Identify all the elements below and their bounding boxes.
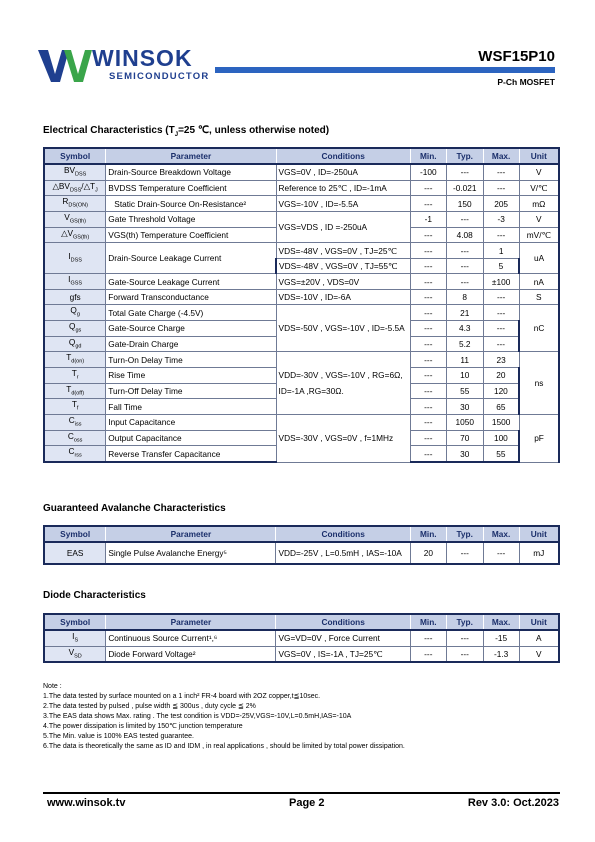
conditions-cell: VGS=0V , ID=-250uA [276, 164, 410, 180]
parameter-cell: Fall Time [106, 399, 276, 415]
note-line: 5.The Min. value is 100% EAS tested guarantee. [43, 733, 194, 740]
min-cell: --- [410, 289, 446, 305]
max-cell: 1500 [483, 415, 519, 431]
unit-cell: A [519, 630, 559, 646]
symbol-cell: $I_{GSS}$ [44, 274, 106, 290]
min-cell: -1 [410, 211, 446, 227]
table-row [44, 646, 559, 662]
min-cell: --- [410, 243, 446, 259]
unit-cell: nC [519, 305, 559, 352]
col-min: Min. [410, 526, 446, 542]
min-cell: 20 [410, 542, 446, 564]
min-cell: -100 [410, 164, 446, 180]
typ-cell: 11 [446, 352, 483, 368]
col-conditions: Conditions [276, 526, 410, 542]
conditions-cell: VDD=-25V , L=0.5mH , IAS=-10A [276, 542, 410, 564]
brand-subtitle: SEMICONDUCTOR [109, 71, 210, 82]
col-typ: Typ. [446, 148, 483, 164]
typ-cell: 4.3 [446, 321, 483, 337]
parameter-cell: Rise Time [106, 368, 276, 384]
conditions-cell: VDS=-10V , ID=-6A [276, 289, 410, 305]
symbol-cell: $C_{rss}$ [44, 446, 106, 462]
typ-cell: 70 [446, 430, 483, 446]
note-line: 1.The data tested by surface mounted on a 1 inch² FR-4 board with 2OZ copper,t≦10sec. [43, 693, 321, 700]
col-conditions: Conditions [276, 148, 410, 164]
typ-cell: -0.021 [446, 180, 483, 196]
max-cell: 20 [483, 368, 519, 384]
table-row [44, 305, 559, 321]
parameter-cell: Total Gate Charge (-4.5V) [106, 305, 276, 321]
conditions-cell: VGS=-10V , ID=-5.5A [276, 196, 410, 212]
parameter-cell: Turn-On Delay Time [106, 352, 276, 368]
col-symbol: Symbol [44, 526, 106, 542]
parameter-cell: Gate Threshold Voltage [106, 211, 276, 227]
min-cell: --- [410, 196, 446, 212]
typ-cell: 21 [446, 305, 483, 321]
conditions-cell: VDS=-30V , VGS=0V , f=1MHz [276, 415, 410, 462]
symbol-cell: $Q_{gs}$ [44, 321, 106, 337]
col-unit: Unit [519, 526, 559, 542]
col-parameter: Parameter [106, 614, 276, 630]
col-symbol: Symbol [44, 148, 106, 164]
min-cell: --- [410, 305, 446, 321]
unit-cell: pF [519, 415, 559, 462]
col-conditions: Conditions [276, 614, 410, 630]
unit-cell: nA [519, 274, 559, 290]
table-row [44, 289, 559, 305]
col-min: Min. [410, 148, 446, 164]
parameter-cell: Forward Transconductance [106, 289, 276, 305]
min-cell: --- [410, 368, 446, 384]
min-cell: --- [410, 430, 446, 446]
symbol-cell: $BV_{DSS}$ [44, 164, 106, 180]
max-cell: --- [483, 321, 519, 337]
typ-cell: --- [446, 258, 483, 274]
parameter-cell: Continuous Source Current¹,⁶ [106, 630, 276, 646]
max-cell: --- [483, 305, 519, 321]
parameter-cell: Reverse Transfer Capacitance [106, 446, 276, 462]
symbol-cell: $\triangle V_{GS(th)}$ [44, 227, 106, 243]
part-number: WSF15P10 [478, 48, 555, 65]
col-parameter: Parameter [106, 526, 276, 542]
electrical-table [43, 147, 560, 463]
typ-cell: 4.08 [446, 227, 483, 243]
parameter-cell: Gate-Source Leakage Current [106, 274, 276, 290]
max-cell: --- [483, 336, 519, 352]
max-cell: -1.3 [483, 646, 519, 662]
typ-cell: 10 [446, 368, 483, 384]
symbol-cell: $R_{DS(ON)}$ [44, 196, 106, 212]
table-row [44, 274, 559, 290]
footer-page-number: Page 2 [289, 797, 325, 809]
min-cell: --- [410, 352, 446, 368]
footer-revision: Rev 3.0: Oct.2023 [467, 797, 559, 809]
min-cell: --- [410, 646, 446, 662]
typ-cell: --- [446, 630, 483, 646]
max-cell: --- [483, 180, 519, 196]
symbol-cell: $I_S$ [44, 630, 106, 646]
min-cell: --- [410, 227, 446, 243]
parameter-cell: BVDSS Temperature Coefficient [106, 180, 276, 196]
part-type: P-Ch MOSFET [497, 77, 555, 87]
unit-cell: S [519, 289, 559, 305]
col-max: Max. [483, 148, 519, 164]
parameter-cell: Gate-Drain Charge [106, 336, 276, 352]
max-cell: -3 [483, 211, 519, 227]
table-header-row [44, 148, 559, 164]
note-line: 6.The data is theoretically the same as ID and IDM , in real applications , should be limited by total power dissipation. [43, 743, 405, 750]
unit-cell: mV/℃ [519, 227, 559, 243]
min-cell: --- [410, 383, 446, 399]
max-cell: 23 [483, 352, 519, 368]
typ-cell: 30 [446, 399, 483, 415]
symbol-cell: $\triangle BV_{DSS}/\triangle T_J$ [44, 180, 106, 196]
note-line: 3.The EAS data shows Max. rating . The test condition is VDD=-25V,VGS=-10V,L=0.5mH,IAS=-10A [43, 713, 352, 720]
unit-cell: mJ [519, 542, 559, 564]
max-cell: ±100 [483, 274, 519, 290]
min-cell: --- [410, 399, 446, 415]
conditions-cell: VGS=VDS , ID =-250uA [276, 211, 410, 242]
brand-name: WINSOK [92, 45, 193, 71]
max-cell: --- [483, 289, 519, 305]
conditions-cell: VDD=-30V , VGS=-10V , RG=6Ω, ID=-1A ,RG=30Ω. [276, 352, 410, 415]
max-cell: -15 [483, 630, 519, 646]
col-typ: Typ. [446, 526, 483, 542]
table-row [44, 415, 559, 431]
unit-cell: ns [519, 352, 559, 415]
min-cell: --- [410, 258, 446, 274]
conditions-cell: VGS=0V , IS=-1A , TJ=25℃ [276, 646, 410, 662]
symbol-cell: $Q_g$ [44, 305, 106, 321]
conditions-cell: VGS=±20V , VDS=0V [276, 274, 410, 290]
col-max: Max. [483, 526, 519, 542]
typ-cell: --- [446, 243, 483, 259]
parameter-cell: Drain-Source Breakdown Voltage [106, 164, 276, 180]
footer-rule [43, 792, 560, 794]
electrical-section-title: Electrical Characteristics ($T_J=25$ ℃, unless otherwise noted) [43, 125, 330, 138]
typ-cell: 5.2 [446, 336, 483, 352]
parameter-cell: Turn-Off Delay Time [106, 383, 276, 399]
diode-table [43, 613, 560, 663]
unit-cell: V [519, 646, 559, 662]
min-cell: --- [410, 446, 446, 462]
max-cell: 100 [483, 430, 519, 446]
col-typ: Typ. [446, 614, 483, 630]
max-cell: --- [483, 542, 519, 564]
parameter-cell: Static Drain-Source On-Resistance² [106, 196, 276, 212]
col-parameter: Parameter [106, 148, 276, 164]
typ-cell: --- [446, 274, 483, 290]
max-cell: 5 [483, 258, 519, 274]
unit-cell: mΩ [519, 196, 559, 212]
conditions-cell: VDS=-48V , VGS=0V , TJ=55℃ [276, 258, 410, 274]
symbol-cell: $T_{d(on)}$ [44, 352, 106, 368]
symbol-cell: $C_{iss}$ [44, 415, 106, 431]
table-row [44, 180, 559, 196]
avalanche-table [43, 525, 560, 565]
max-cell: 55 [483, 446, 519, 462]
table-header-row [44, 526, 559, 542]
parameter-cell: Gate-Source Charge [106, 321, 276, 337]
typ-cell: --- [446, 211, 483, 227]
conditions-cell: VG=VD=0V , Force Current [276, 630, 410, 646]
parameter-cell: VGS(th) Temperature Coefficient [106, 227, 276, 243]
symbol-cell: $I_{DSS}$ [44, 243, 106, 274]
table-row [44, 164, 559, 180]
col-min: Min. [410, 614, 446, 630]
min-cell: --- [410, 180, 446, 196]
typ-cell: --- [446, 164, 483, 180]
conditions-cell: Reference to 25℃ , ID=-1mA [276, 180, 410, 196]
max-cell: 65 [483, 399, 519, 415]
symbol-cell: EAS [44, 542, 106, 564]
conditions-cell: VDS=-50V , VGS=-10V , ID=-5.5A [276, 305, 410, 352]
note-line: 2.The data tested by pulsed , pulse width ≦ 300us , duty cycle ≦ 2% [43, 703, 256, 710]
diode-section-title: Diode Characteristics [43, 590, 146, 601]
symbol-cell: $Q_{gd}$ [44, 336, 106, 352]
min-cell: --- [410, 336, 446, 352]
col-unit: Unit [519, 614, 559, 630]
symbol-cell: $C_{oss}$ [44, 430, 106, 446]
min-cell: --- [410, 274, 446, 290]
parameter-cell: Diode Forward Voltage² [106, 646, 276, 662]
parameter-cell: Drain-Source Leakage Current [106, 243, 276, 274]
symbol-cell: $V_{GS(th)}$ [44, 211, 106, 227]
table-row [44, 211, 559, 227]
typ-cell: 150 [446, 196, 483, 212]
max-cell: --- [483, 164, 519, 180]
conditions-cell: VDS=-48V , VGS=0V , TJ=25℃ [276, 243, 410, 259]
typ-cell: 30 [446, 446, 483, 462]
typ-cell: 55 [446, 383, 483, 399]
symbol-cell: $T_r$ [44, 368, 106, 384]
footer-website[interactable]: www.winsok.tv [47, 797, 126, 809]
table-row [44, 630, 559, 646]
header-bar [215, 67, 555, 73]
note-line: Note : [43, 683, 62, 690]
max-cell: 120 [483, 383, 519, 399]
unit-cell: V [519, 211, 559, 227]
parameter-cell: Output Capacitance [106, 430, 276, 446]
table-row [44, 352, 559, 368]
table-row [44, 243, 559, 259]
max-cell: 1 [483, 243, 519, 259]
symbol-cell: $T_f$ [44, 399, 106, 415]
typ-cell: --- [446, 542, 483, 564]
table-header-row [44, 614, 559, 630]
typ-cell: 8 [446, 289, 483, 305]
max-cell: 205 [483, 196, 519, 212]
min-cell: --- [410, 630, 446, 646]
note-line: 4.The power dissipation is limited by 150℃ junction temperature [43, 723, 243, 730]
symbol-cell: gfs [44, 289, 106, 305]
symbol-cell: $T_{d(off)}$ [44, 383, 106, 399]
parameter-cell: Input Capacitance [106, 415, 276, 431]
unit-cell: V [519, 164, 559, 180]
col-max: Max. [483, 614, 519, 630]
max-cell: --- [483, 227, 519, 243]
avalanche-section-title: Guaranteed Avalanche Characteristics [43, 503, 226, 514]
typ-cell: --- [446, 646, 483, 662]
symbol-cell: $V_{SD}$ [44, 646, 106, 662]
unit-cell: V/℃ [519, 180, 559, 196]
parameter-cell: Single Pulse Avalanche Energy⁵ [106, 542, 276, 564]
table-row [44, 542, 559, 564]
col-symbol: Symbol [44, 614, 106, 630]
min-cell: --- [410, 321, 446, 337]
col-unit: Unit [519, 148, 559, 164]
unit-cell: uA [519, 243, 559, 274]
notes-block [43, 682, 405, 752]
min-cell: --- [410, 415, 446, 431]
typ-cell: 1050 [446, 415, 483, 431]
table-row [44, 196, 559, 212]
